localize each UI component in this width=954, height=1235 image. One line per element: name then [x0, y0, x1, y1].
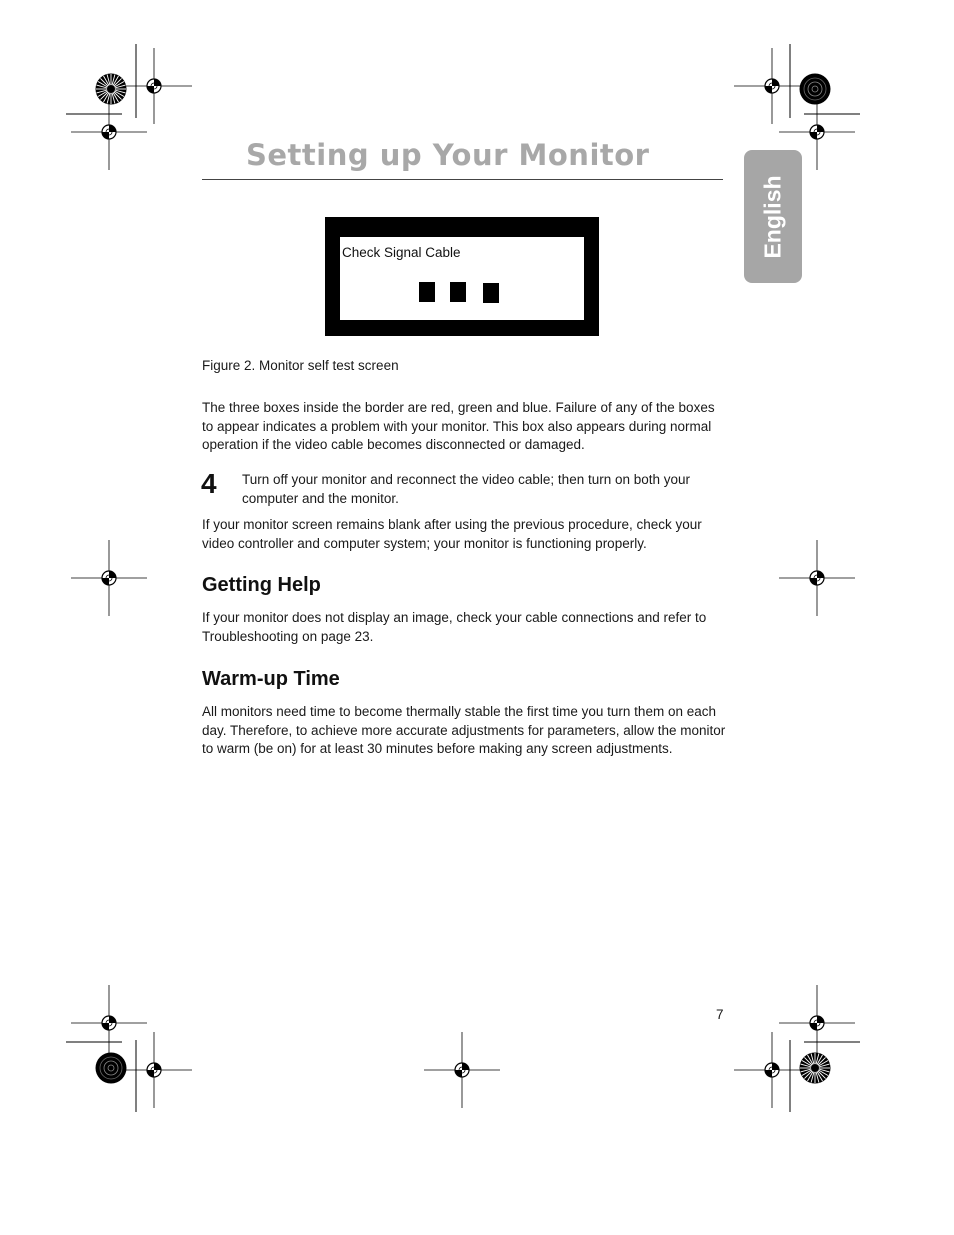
language-tab: [744, 150, 802, 283]
intro-paragraph: The three boxes inside the border are red, green and blue. Failure of any of the boxes to appear indicates a problem with your monitor. This box also appears during normal operation if the video cable becomes disconnected or damaged.: [202, 400, 715, 452]
getting-help-text: If your monitor does not display an image, check your cable connections and refer to Troubleshooting on page 23.: [202, 610, 707, 644]
test-box-green: [450, 282, 466, 302]
after-step-paragraph: If your monitor screen remains blank after using the previous procedure, check your video controller and computer system; your monitor is functioning properly.: [202, 517, 702, 551]
test-box-red: [419, 282, 435, 302]
page-number: 7: [716, 1007, 724, 1022]
monitor-self-test-figure: [325, 217, 599, 336]
step-number: 4: [201, 468, 217, 499]
osd-message: Check Signal Cable: [342, 245, 461, 260]
figure-caption: Figure 2. Monitor self test screen: [202, 358, 399, 373]
warm-up-time-text: All monitors need time to become thermally stable the first time you turn them on each day. Therefore, to achieve more accurate adjustments for parameters, allow the monitor to warm (be on) for at least 30 minutes before making any screen adjustments.: [202, 704, 726, 756]
test-box-blue: [483, 283, 499, 303]
monitor-screen: [340, 237, 584, 320]
page-title: Setting up Your Monitor: [246, 138, 650, 172]
language-tab-label: English: [759, 174, 786, 259]
warm-up-time-heading: Warm-up Time: [202, 668, 340, 690]
getting-help-heading: Getting Help: [202, 574, 321, 596]
title-divider: [202, 179, 723, 180]
step-text: Turn off your monitor and reconnect the video cable; then turn on both your computer and the monitor.: [242, 472, 691, 506]
